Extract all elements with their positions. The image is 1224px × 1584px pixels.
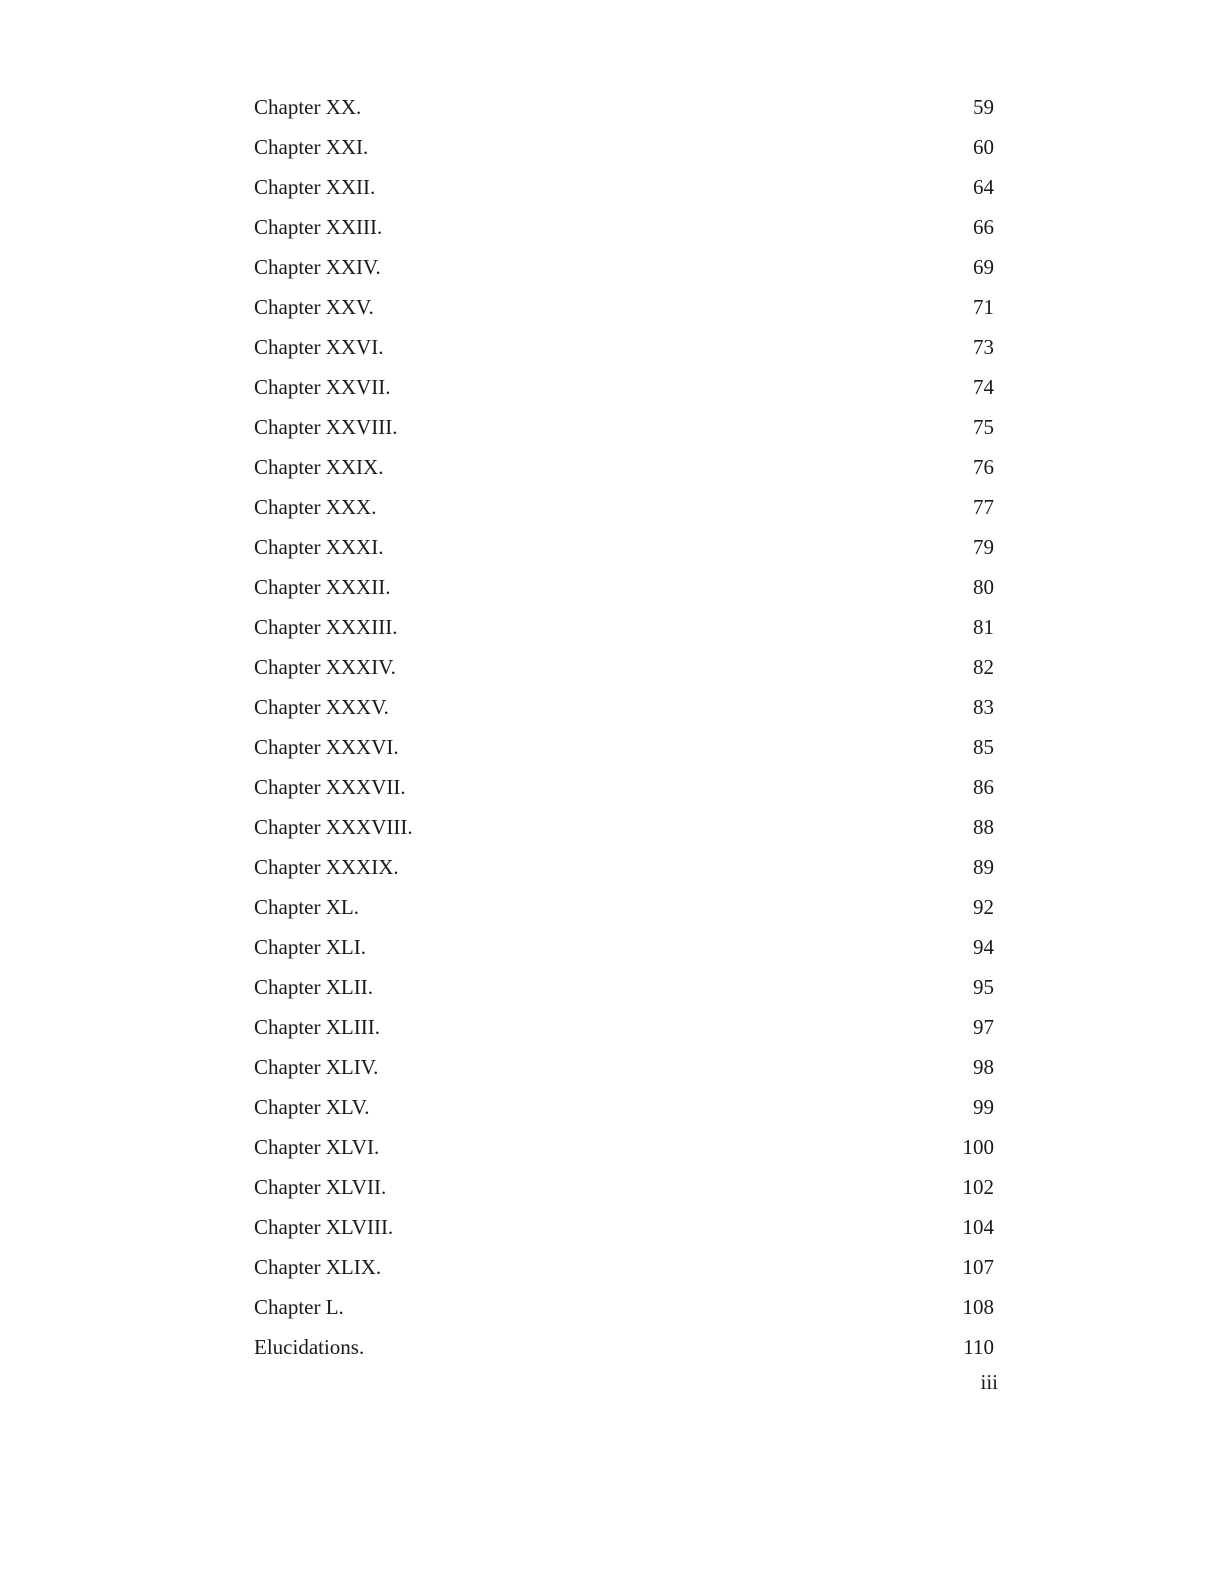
toc-entry-title: Chapter XXIX. bbox=[254, 455, 384, 479]
toc-entry[interactable] bbox=[254, 247, 994, 287]
toc-entry[interactable] bbox=[254, 727, 994, 767]
toc-entry-title: Chapter XXX. bbox=[254, 495, 377, 519]
toc-entry-page: 100 bbox=[962, 1135, 994, 1159]
toc-entry-page: 60 bbox=[973, 135, 994, 159]
toc-entry-page: 79 bbox=[973, 535, 994, 559]
toc-entry[interactable] bbox=[254, 87, 994, 127]
toc-entry[interactable] bbox=[254, 287, 994, 327]
toc-entry[interactable] bbox=[254, 927, 994, 967]
toc-entry[interactable] bbox=[254, 607, 994, 647]
toc-entry[interactable] bbox=[254, 1167, 994, 1207]
toc-entry-title: Chapter XLII. bbox=[254, 975, 373, 999]
toc-entry-page: 71 bbox=[973, 295, 994, 319]
toc-entry-page: 89 bbox=[973, 855, 994, 879]
toc-entry[interactable] bbox=[254, 167, 994, 207]
toc-entry-page: 64 bbox=[973, 175, 994, 199]
toc-entry[interactable] bbox=[254, 1287, 994, 1327]
toc-entry-page: 74 bbox=[973, 375, 994, 399]
toc-entry-title: Chapter XL. bbox=[254, 895, 359, 919]
page-number: iii bbox=[980, 1370, 998, 1394]
toc-entry-title: Chapter XXV. bbox=[254, 295, 374, 319]
toc-entry-page: 75 bbox=[973, 415, 994, 439]
toc-entry-title: Chapter XXVIII. bbox=[254, 415, 398, 439]
toc-entry-page: 107 bbox=[962, 1255, 994, 1279]
toc-entry-title: Elucidations. bbox=[254, 1335, 365, 1359]
toc-entry[interactable] bbox=[254, 1047, 994, 1087]
toc-entry-title: Chapter XXXVI. bbox=[254, 735, 399, 759]
toc-entry-page: 92 bbox=[973, 895, 994, 919]
toc-entry-title: Chapter XXXV. bbox=[254, 695, 389, 719]
toc-entry[interactable] bbox=[254, 327, 994, 367]
toc-entry-page: 66 bbox=[973, 215, 994, 239]
toc-entry-page: 76 bbox=[973, 455, 994, 479]
toc-entry[interactable] bbox=[254, 1007, 994, 1047]
toc-entry-title: Chapter XXVI. bbox=[254, 335, 384, 359]
toc-entry-title: Chapter XXIII. bbox=[254, 215, 383, 239]
toc-entry-title: Chapter XXXI. bbox=[254, 535, 384, 559]
toc-entry-title: Chapter XXXIV. bbox=[254, 655, 396, 679]
toc-entry-page: 69 bbox=[973, 255, 994, 279]
toc-entry[interactable] bbox=[254, 767, 994, 807]
toc-entry-title: Chapter XLIX. bbox=[254, 1255, 382, 1279]
toc-entry-title: Chapter XXXII. bbox=[254, 575, 391, 599]
toc-entry-page: 99 bbox=[973, 1095, 994, 1119]
toc-entry-title: Chapter XXXVIII. bbox=[254, 815, 413, 839]
toc-entry-page: 59 bbox=[973, 95, 994, 119]
table-of-contents bbox=[254, 87, 994, 1367]
toc-entry-page: 94 bbox=[973, 935, 994, 959]
toc-entry[interactable] bbox=[254, 567, 994, 607]
toc-entry-page: 73 bbox=[973, 335, 994, 359]
toc-entry[interactable] bbox=[254, 887, 994, 927]
toc-entry[interactable] bbox=[254, 687, 994, 727]
toc-entry-page: 98 bbox=[973, 1055, 994, 1079]
toc-entry-page: 102 bbox=[962, 1175, 994, 1199]
toc-entry-page: 95 bbox=[973, 975, 994, 999]
toc-entry-title: Chapter XXXIX. bbox=[254, 855, 399, 879]
toc-entry-title: Chapter L. bbox=[254, 1295, 344, 1319]
toc-entry-page: 88 bbox=[973, 815, 994, 839]
toc-entry-page: 108 bbox=[962, 1295, 994, 1319]
toc-entry[interactable] bbox=[254, 967, 994, 1007]
toc-entry[interactable] bbox=[254, 127, 994, 167]
toc-entry[interactable] bbox=[254, 1127, 994, 1167]
toc-entry[interactable] bbox=[254, 367, 994, 407]
toc-entry-title: Chapter XXXIII. bbox=[254, 615, 398, 639]
toc-entry-title: Chapter XXI. bbox=[254, 135, 369, 159]
toc-entry[interactable] bbox=[254, 847, 994, 887]
toc-entry-page: 81 bbox=[973, 615, 994, 639]
toc-entry[interactable] bbox=[254, 527, 994, 567]
toc-entry-title: Chapter XXVII. bbox=[254, 375, 391, 399]
toc-entry-page: 80 bbox=[973, 575, 994, 599]
toc-entry[interactable] bbox=[254, 487, 994, 527]
toc-entry-page: 86 bbox=[973, 775, 994, 799]
toc-entry[interactable] bbox=[254, 1247, 994, 1287]
toc-entry-page: 110 bbox=[963, 1335, 994, 1359]
toc-entry[interactable] bbox=[254, 647, 994, 687]
toc-entry-title: Chapter XLV. bbox=[254, 1095, 370, 1119]
toc-entry-title: Chapter XLVIII. bbox=[254, 1215, 394, 1239]
toc-entry-title: Chapter XLIV. bbox=[254, 1055, 379, 1079]
toc-entry-title: Chapter XXXVII. bbox=[254, 775, 406, 799]
toc-entry-title: Chapter XX. bbox=[254, 95, 362, 119]
toc-entry-page: 77 bbox=[973, 495, 994, 519]
toc-entry-title: Chapter XXII. bbox=[254, 175, 376, 199]
toc-entry-page: 83 bbox=[973, 695, 994, 719]
toc-entry-page: 82 bbox=[973, 655, 994, 679]
toc-entry[interactable] bbox=[254, 1087, 994, 1127]
toc-entry[interactable] bbox=[254, 1207, 994, 1247]
toc-entry-page: 104 bbox=[962, 1215, 994, 1239]
toc-entry-title: Chapter XLVII. bbox=[254, 1175, 387, 1199]
toc-entry[interactable] bbox=[254, 447, 994, 487]
toc-entry[interactable] bbox=[254, 1327, 994, 1367]
toc-entry-title: Chapter XLIII. bbox=[254, 1015, 380, 1039]
toc-entry[interactable] bbox=[254, 207, 994, 247]
toc-entry-title: Chapter XLI. bbox=[254, 935, 366, 959]
toc-entry[interactable] bbox=[254, 407, 994, 447]
toc-entry-title: Chapter XXIV. bbox=[254, 255, 381, 279]
toc-entry[interactable] bbox=[254, 807, 994, 847]
toc-entry-page: 85 bbox=[973, 735, 994, 759]
toc-entry-title: Chapter XLVI. bbox=[254, 1135, 380, 1159]
toc-entry-page: 97 bbox=[973, 1015, 994, 1039]
